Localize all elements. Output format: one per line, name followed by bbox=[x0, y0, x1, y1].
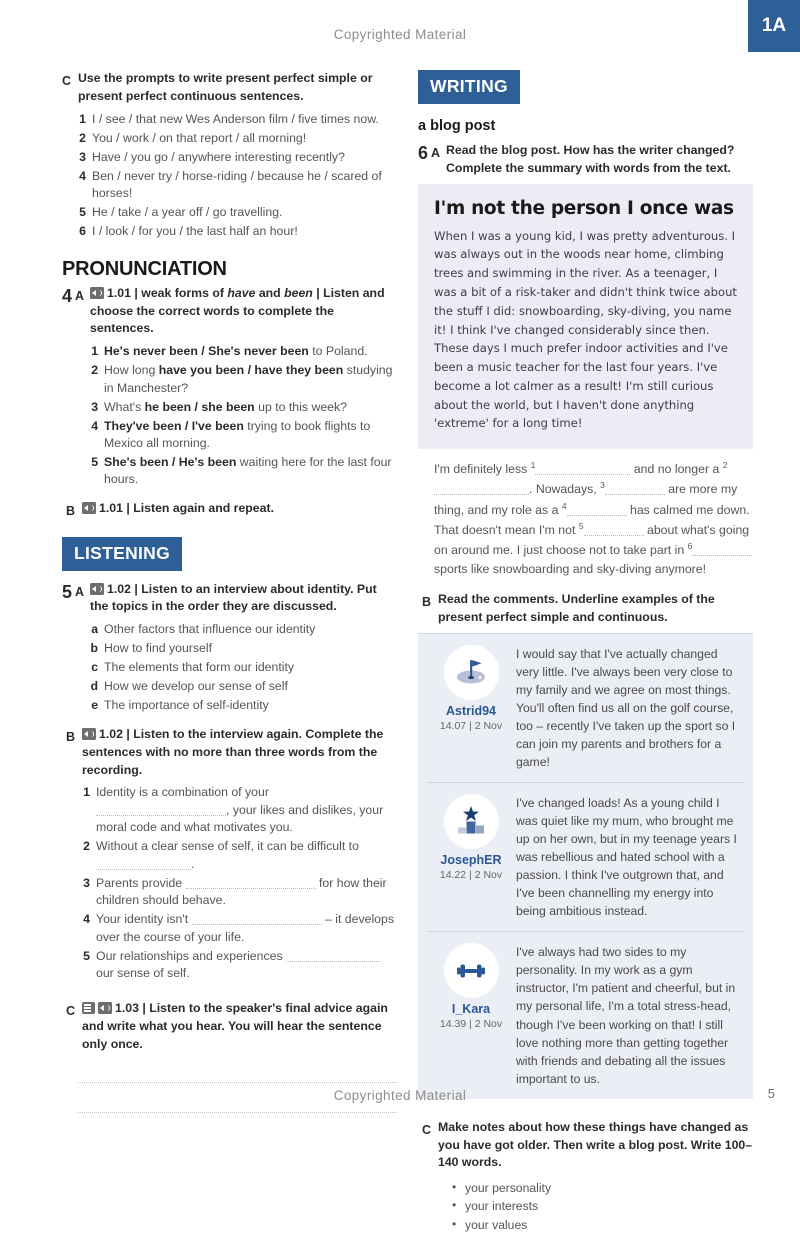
gap-number: 5 bbox=[578, 520, 584, 531]
item-text: You / work / on that report / all morning! bbox=[92, 130, 307, 145]
list-item bbox=[82, 875, 397, 910]
item-letter: e bbox=[91, 698, 99, 713]
item-number: 5 bbox=[91, 455, 99, 470]
summary-part-5: has calmed me down. That doesn't mean I'm not bbox=[434, 502, 750, 537]
item-bold-choice[interactable]: She's been / He's been bbox=[104, 455, 237, 470]
list-item: • your values bbox=[452, 1216, 753, 1234]
item-bold-choice[interactable]: He's never been / She's never been bbox=[104, 344, 309, 359]
comment-timestamp: 14.22 | 2 Nov bbox=[439, 868, 503, 881]
rubric-mid: and bbox=[255, 285, 285, 300]
exercise-rubric: Read the comments. Underline examples of the present perfect simple and continuous. bbox=[438, 592, 715, 624]
summary-gap-fill bbox=[434, 459, 753, 579]
list-item bbox=[90, 454, 397, 489]
audio-speaker-icon[interactable] bbox=[90, 287, 104, 299]
exercise-6a bbox=[418, 142, 753, 178]
list-item bbox=[82, 838, 397, 873]
exercise-6b bbox=[422, 591, 753, 627]
exercise-letter: C bbox=[66, 1003, 76, 1018]
item-text: The importance of self-identity bbox=[104, 698, 269, 713]
item-letter: a bbox=[91, 622, 99, 637]
item-post: . bbox=[191, 856, 195, 871]
exercise-number: 4 bbox=[62, 285, 73, 306]
answer-gap[interactable] bbox=[286, 961, 381, 962]
item-rest: waiting here for the last four hours. bbox=[104, 455, 392, 487]
avatar bbox=[444, 943, 499, 998]
item-text: Ben / never try / horse-riding / because he / scared of horses! bbox=[92, 168, 382, 200]
audio-track-number: 1.01 bbox=[107, 285, 131, 300]
exercise-rubric-pre: | weak forms of bbox=[134, 285, 228, 300]
item-number: 4 bbox=[91, 418, 99, 433]
dumbbell-icon bbox=[451, 951, 491, 991]
exercise-6c bbox=[422, 1119, 753, 1234]
item-rest: to Poland. bbox=[308, 344, 368, 359]
list-item bbox=[78, 204, 397, 221]
list-item bbox=[90, 621, 397, 638]
list-item bbox=[90, 659, 397, 676]
item-pre: Identity is a combination of your bbox=[96, 785, 269, 800]
list-item bbox=[90, 678, 397, 695]
item-number: 2 bbox=[91, 363, 99, 378]
exercise-rubric: | Listen to the speaker's final advice again and write what you hear. You will hear the sentence only once. bbox=[82, 1000, 388, 1051]
item-number: 1 bbox=[83, 785, 90, 800]
comment-item bbox=[426, 932, 745, 1098]
answer-gap[interactable] bbox=[96, 815, 226, 816]
comment-item bbox=[426, 634, 745, 783]
list-item bbox=[78, 168, 397, 203]
exercise-letter: B bbox=[66, 729, 76, 744]
golf-flag-icon bbox=[451, 652, 491, 692]
summary-part-7: sports like snowboarding and sky-diving anymore! bbox=[434, 561, 707, 576]
exercise-5c bbox=[66, 1000, 397, 1053]
answer-gap[interactable] bbox=[192, 924, 322, 925]
item-text: The elements that form our identity bbox=[104, 660, 295, 675]
exercise-rubric: Use the prompts to write present perfect simple or present perfect continuous sentences. bbox=[78, 71, 373, 103]
item-bold-choice[interactable]: have you been / have they been bbox=[158, 363, 344, 378]
exercise-rubric: | Listen to an interview about identity. Put the topics in the order they are discussed. bbox=[90, 581, 377, 614]
dictation-write-icon bbox=[82, 1002, 95, 1014]
item-pre: Your identity isn't bbox=[96, 912, 192, 927]
rubric-emphasis-been: been bbox=[284, 285, 313, 300]
right-column bbox=[418, 70, 753, 1236]
exercise-number: 5 bbox=[62, 581, 73, 602]
list-item bbox=[90, 399, 397, 416]
exercise-rubric-post: | Listen and choose the correct words to complete the sentences. bbox=[90, 285, 385, 336]
prompt-list bbox=[78, 111, 397, 241]
item-number: 6 bbox=[79, 223, 86, 238]
audio-speaker-icon[interactable] bbox=[90, 583, 104, 595]
exercise-rubric: Read the blog post. How has the writer changed? Complete the summary with words from the text. bbox=[446, 143, 735, 175]
answer-gap[interactable] bbox=[535, 474, 630, 475]
comment-text: I would say that I've actually changed very little. I've always been very close to my family and we agree on most things. You'll often find us all on the golf course, too – recently I've taken up the sport so I can join my parents and brothers for a game! bbox=[516, 646, 736, 769]
item-number: 5 bbox=[79, 204, 86, 219]
comment-username[interactable]: I_Kara bbox=[451, 1002, 491, 1017]
exercise-rubric: | Listen to the interview again. Complete the sentences with no more than three words from the recording. bbox=[82, 726, 384, 777]
exercise-letter: A bbox=[431, 146, 441, 160]
item-pre: Parents provide bbox=[96, 875, 186, 890]
audio-track-number: 1.02 bbox=[107, 581, 131, 596]
copyright-notice-top: Copyrighted Material bbox=[333, 27, 467, 42]
exercise-number: 6 bbox=[418, 143, 429, 163]
gap-number: 4 bbox=[561, 500, 567, 511]
list-item: • your personality bbox=[452, 1179, 753, 1197]
list-item bbox=[90, 343, 397, 360]
list-item bbox=[82, 948, 397, 983]
list-item bbox=[78, 149, 397, 166]
blog-post-title: I'm not the person I once was bbox=[434, 197, 734, 219]
blog-post-box bbox=[418, 184, 753, 450]
exercise-letter: C bbox=[422, 1122, 432, 1137]
gap-fill-list bbox=[82, 784, 397, 982]
item-rest: trying to book flights to Mexico all morning. bbox=[104, 418, 371, 451]
dictation-answer-line[interactable] bbox=[78, 1063, 397, 1083]
blog-post-body: When I was a young kid, I was pretty adventurous. I was always out in the woods near home, climbing trees and swimming in the river. As a teenager, I was a bit of a risk-taker and didn't think twice about the stuff I did: snowboarding, sky-diving, you name it! I think I've changed considerably since then. These days I much prefer indoor activities and I've been a music teacher for the last four years. I've become a lot calmer as a result! I'm still curious about the world, but I haven't done anything 'extreme' for a long time! bbox=[434, 228, 737, 431]
exercise-letter: A bbox=[75, 584, 85, 599]
item-number: 1 bbox=[79, 111, 86, 126]
exercise-5b bbox=[66, 726, 397, 984]
gap-number: 1 bbox=[530, 460, 536, 471]
answer-gap[interactable] bbox=[584, 535, 644, 536]
list-item bbox=[90, 418, 397, 453]
comment-username[interactable]: Astrid94 bbox=[445, 703, 497, 718]
notes-bullet-list bbox=[452, 1179, 753, 1234]
item-post: our sense of self. bbox=[96, 966, 190, 980]
answer-gap[interactable] bbox=[186, 888, 316, 889]
avatar bbox=[444, 794, 499, 849]
item-letter: b bbox=[90, 641, 99, 656]
item-rest: studying in Manchester? bbox=[104, 363, 393, 395]
listening-banner: LISTENING bbox=[62, 537, 182, 571]
audio-track-number: 1.01 bbox=[99, 501, 123, 516]
audio-speaker-icon[interactable] bbox=[82, 502, 96, 514]
podium-star-icon bbox=[451, 801, 491, 841]
list-item bbox=[78, 130, 397, 147]
comment-username[interactable]: JosephER bbox=[440, 852, 502, 867]
item-text: I / look / for you / the last half an hour! bbox=[92, 223, 298, 238]
copyright-notice-bottom: Copyrighted Material bbox=[333, 1088, 467, 1103]
answer-gap[interactable] bbox=[605, 494, 665, 495]
item-number: 3 bbox=[79, 149, 86, 164]
item-text: I / see / that new Wes Anderson film / five times now. bbox=[92, 111, 379, 126]
list-item bbox=[90, 640, 397, 657]
choice-list bbox=[90, 343, 397, 489]
item-pre: How long bbox=[104, 363, 159, 378]
summary-part-6: about what's going on around me. I just choose not to take part in bbox=[434, 522, 750, 557]
item-text: Other factors that influence our identity bbox=[104, 622, 316, 637]
list-item bbox=[78, 111, 397, 128]
item-pre: Without a clear sense of self, it can be difficult to bbox=[96, 839, 359, 854]
list-item bbox=[82, 911, 397, 946]
item-number: 5 bbox=[83, 948, 90, 963]
pronunciation-heading: PRONUNCIATION bbox=[62, 257, 227, 280]
item-letter: c bbox=[91, 660, 99, 675]
exercise-letter: C bbox=[62, 74, 72, 88]
item-pre: What's bbox=[104, 399, 145, 414]
audio-track-number: 1.02 bbox=[99, 726, 123, 741]
item-letter: d bbox=[90, 679, 99, 694]
list-item bbox=[90, 362, 397, 397]
item-bold-choice[interactable]: he been / she been bbox=[144, 399, 255, 414]
item-pre: Our relationships and experiences bbox=[96, 948, 287, 963]
exercise-4a bbox=[62, 285, 397, 491]
audio-speaker-icon[interactable] bbox=[82, 728, 96, 740]
comment-text: I've always had two sides to my personality. In my work as a gym instructor, I'm patient and cheerful, but in my personal life, I'm a total stress-head, though I've been working on that! I still love nothing more than getting together with friends and debating all the issues important to us. bbox=[516, 945, 736, 1086]
audio-speaker-icon[interactable] bbox=[98, 1002, 112, 1014]
answer-gap[interactable] bbox=[692, 555, 752, 556]
item-number: 3 bbox=[91, 399, 99, 414]
list-item: • your interests bbox=[452, 1197, 753, 1215]
item-text: He / take / a year off / go travelling. bbox=[92, 204, 283, 219]
item-text: How we develop our sense of self bbox=[104, 679, 288, 694]
answer-gap[interactable] bbox=[96, 869, 191, 870]
list-item bbox=[78, 223, 397, 240]
gap-number: 6 bbox=[687, 540, 693, 551]
left-column bbox=[62, 70, 397, 1113]
comment-timestamp: 14.07 | 2 Nov bbox=[439, 719, 503, 732]
exercise-rubric: Make notes about how these things have changed as you have got older. Then write a blog post. Write 100–140 words. bbox=[438, 1119, 753, 1170]
list-item bbox=[90, 697, 397, 714]
comments-panel bbox=[418, 633, 753, 1099]
page-number: 5 bbox=[767, 1086, 775, 1101]
answer-gap[interactable] bbox=[567, 515, 627, 516]
avatar bbox=[444, 645, 499, 700]
comment-text: I've changed loads! As a young child I was quiet like my mum, who brought me up on her own, but in my teenage years I was rebellious and hated school with a passion. I think I've outgrown that, and I've been channelling my energy into being ambitious instead. bbox=[516, 795, 737, 919]
exercise-c-grammar bbox=[62, 70, 397, 242]
audio-track-number: 1.03 bbox=[115, 1000, 139, 1015]
item-post: for how their children should behave. bbox=[96, 875, 387, 908]
writing-subheading: a blog post bbox=[418, 118, 496, 134]
answer-gap[interactable] bbox=[434, 494, 529, 495]
summary-part-1: I'm definitely less bbox=[434, 462, 531, 477]
comment-timestamp: 14.39 | 2 Nov bbox=[439, 1018, 503, 1031]
exercise-letter: A bbox=[75, 288, 85, 303]
summary-part-3: . Nowadays, bbox=[529, 482, 601, 497]
exercise-rubric: | Listen again and repeat. bbox=[126, 501, 274, 516]
summary-part-2: and no longer a bbox=[630, 462, 723, 477]
item-rest: up to this week? bbox=[254, 399, 347, 414]
item-number: 4 bbox=[79, 168, 86, 183]
item-text: How to find yourself bbox=[104, 641, 213, 656]
item-text: Have / you go / anywhere interesting recently? bbox=[92, 149, 345, 164]
item-bold-choice[interactable]: They've been / I've been bbox=[104, 418, 244, 433]
item-number: 3 bbox=[83, 875, 90, 890]
gap-number: 2 bbox=[722, 460, 728, 471]
list-item bbox=[82, 784, 397, 836]
unit-tab: 1A bbox=[748, 0, 800, 52]
item-number: 1 bbox=[91, 344, 99, 359]
exercise-letter: B bbox=[422, 595, 432, 609]
writing-banner: WRITING bbox=[418, 70, 520, 104]
exercise-letter: B bbox=[66, 504, 76, 519]
item-post: – it develops over the course of your life. bbox=[96, 912, 395, 944]
gap-number: 3 bbox=[600, 480, 605, 491]
rubric-emphasis-have: have bbox=[227, 285, 256, 300]
item-number: 2 bbox=[83, 839, 90, 854]
item-number: 4 bbox=[83, 912, 90, 927]
exercise-5a bbox=[62, 581, 397, 716]
summary-part-4: are more my thing, and my role as a bbox=[434, 482, 738, 517]
exercise-4b bbox=[66, 500, 397, 520]
topic-list bbox=[90, 621, 397, 714]
item-number: 2 bbox=[79, 130, 86, 145]
comment-item bbox=[426, 783, 745, 932]
item-post: , your likes and dislikes, your moral code and what motivates you. bbox=[96, 802, 384, 835]
